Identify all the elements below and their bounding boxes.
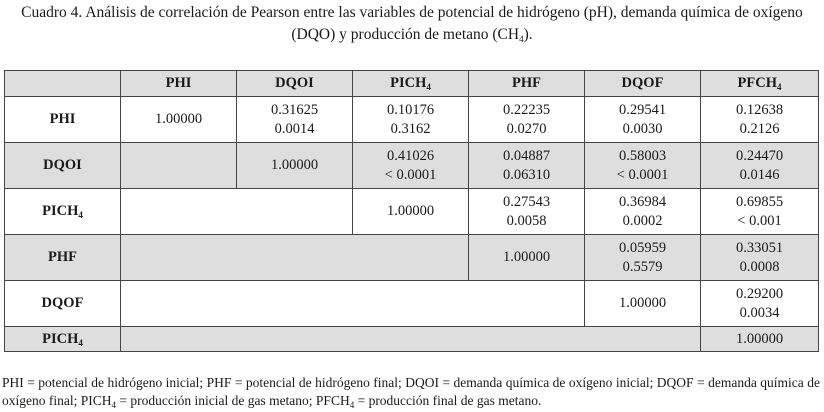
cell-phi-dqoi: 0.31625 0.0014 [237, 97, 353, 143]
col-header-dqof: DQOF [585, 71, 701, 97]
cell-dqoi-phf: 0.04887 0.06310 [469, 143, 585, 189]
cell-phf-pfch4: 0.33051 0.0008 [701, 235, 819, 281]
cell-dqoi-dqoi: 1.00000 [237, 143, 353, 189]
caption-line-1: Cuadro 4. Análisis de correlación de Pearson entre las variables de potencial de hidrógeno (pH), demanda química de oxígeno [21, 4, 803, 21]
col-header-phf: PHF [469, 71, 585, 97]
empty-cell [121, 235, 469, 281]
cell-dqoi-pich4: 0.41026 < 0.0001 [353, 143, 469, 189]
corner-cell [5, 71, 121, 97]
cell-phi-pfch4: 0.12638 0.2126 [701, 97, 819, 143]
empty-cell [121, 189, 353, 235]
cell-last-pfch4: 1.00000 [701, 327, 819, 352]
caption-subscript: 4 [519, 34, 524, 44]
row-header-phf: PHF [5, 235, 121, 281]
cell-dqoi-dqof: 0.58003 < 0.0001 [585, 143, 701, 189]
col-header-pfch4: $PFCH_4$ [701, 71, 819, 97]
cell-dqoi-pfch4: 0.24470 0.0146 [701, 143, 819, 189]
cell-phi-phi: 1.00000 [121, 97, 237, 143]
table-caption [0, 2, 824, 46]
caption-line-2-text: (DQO) y producción de metano (CH [291, 26, 520, 43]
table-row [5, 281, 819, 327]
cell-phf-phf: 1.00000 [469, 235, 585, 281]
table-row [5, 97, 819, 143]
empty-cell [121, 143, 237, 189]
cell-pich4-phf: 0.27543 0.0058 [469, 189, 585, 235]
correlation-table [4, 70, 819, 352]
header-row [5, 71, 819, 97]
row-header-pich4: $PICH_4$ [5, 189, 121, 235]
cell-phi-phf: 0.22235 0.0270 [469, 97, 585, 143]
row-header-dqoi: DQOI [5, 143, 121, 189]
cell-dqof-pfch4: 0.29200 0.0034 [701, 281, 819, 327]
empty-cell [121, 327, 701, 352]
row-header-dqof: DQOF [5, 281, 121, 327]
caption-line-2 [0, 24, 824, 46]
empty-cell [121, 281, 585, 327]
cell-phf-dqof: 0.05959 0.5579 [585, 235, 701, 281]
table-row [5, 327, 819, 352]
table-row [5, 189, 819, 235]
col-header-dqoi: DQOI [237, 71, 353, 97]
caption-line-2-end: ). [523, 26, 533, 43]
row-header-pich4-last: $PICH_4$ [5, 327, 121, 352]
cell-pich4-pfch4: 0.69855 < 0.001 [701, 189, 819, 235]
row-header-phi: PHI [5, 97, 121, 143]
table-row [5, 235, 819, 281]
table-row [5, 143, 819, 189]
col-header-phi: PHI [121, 71, 237, 97]
cell-dqof-dqof: 1.00000 [585, 281, 701, 327]
cell-phi-dqof: 0.29541 0.0030 [585, 97, 701, 143]
table-footnote: PHI = potencial de hidrógeno inicial; PHF = potencial de hidrógeno final; DQOI = demanda química de oxígeno inicial; DQOF = demanda química de oxígeno final; $PICH_4$ = producción inicial de gas metano; $PFCH_4$ = producción final de gas metano. [2, 375, 820, 410]
col-header-pich4: $PICH_4$ [353, 71, 469, 97]
cell-pich4-dqof: 0.36984 0.0002 [585, 189, 701, 235]
cell-pich4-pich4: 1.00000 [353, 189, 469, 235]
cell-phi-pich4: 0.10176 0.3162 [353, 97, 469, 143]
